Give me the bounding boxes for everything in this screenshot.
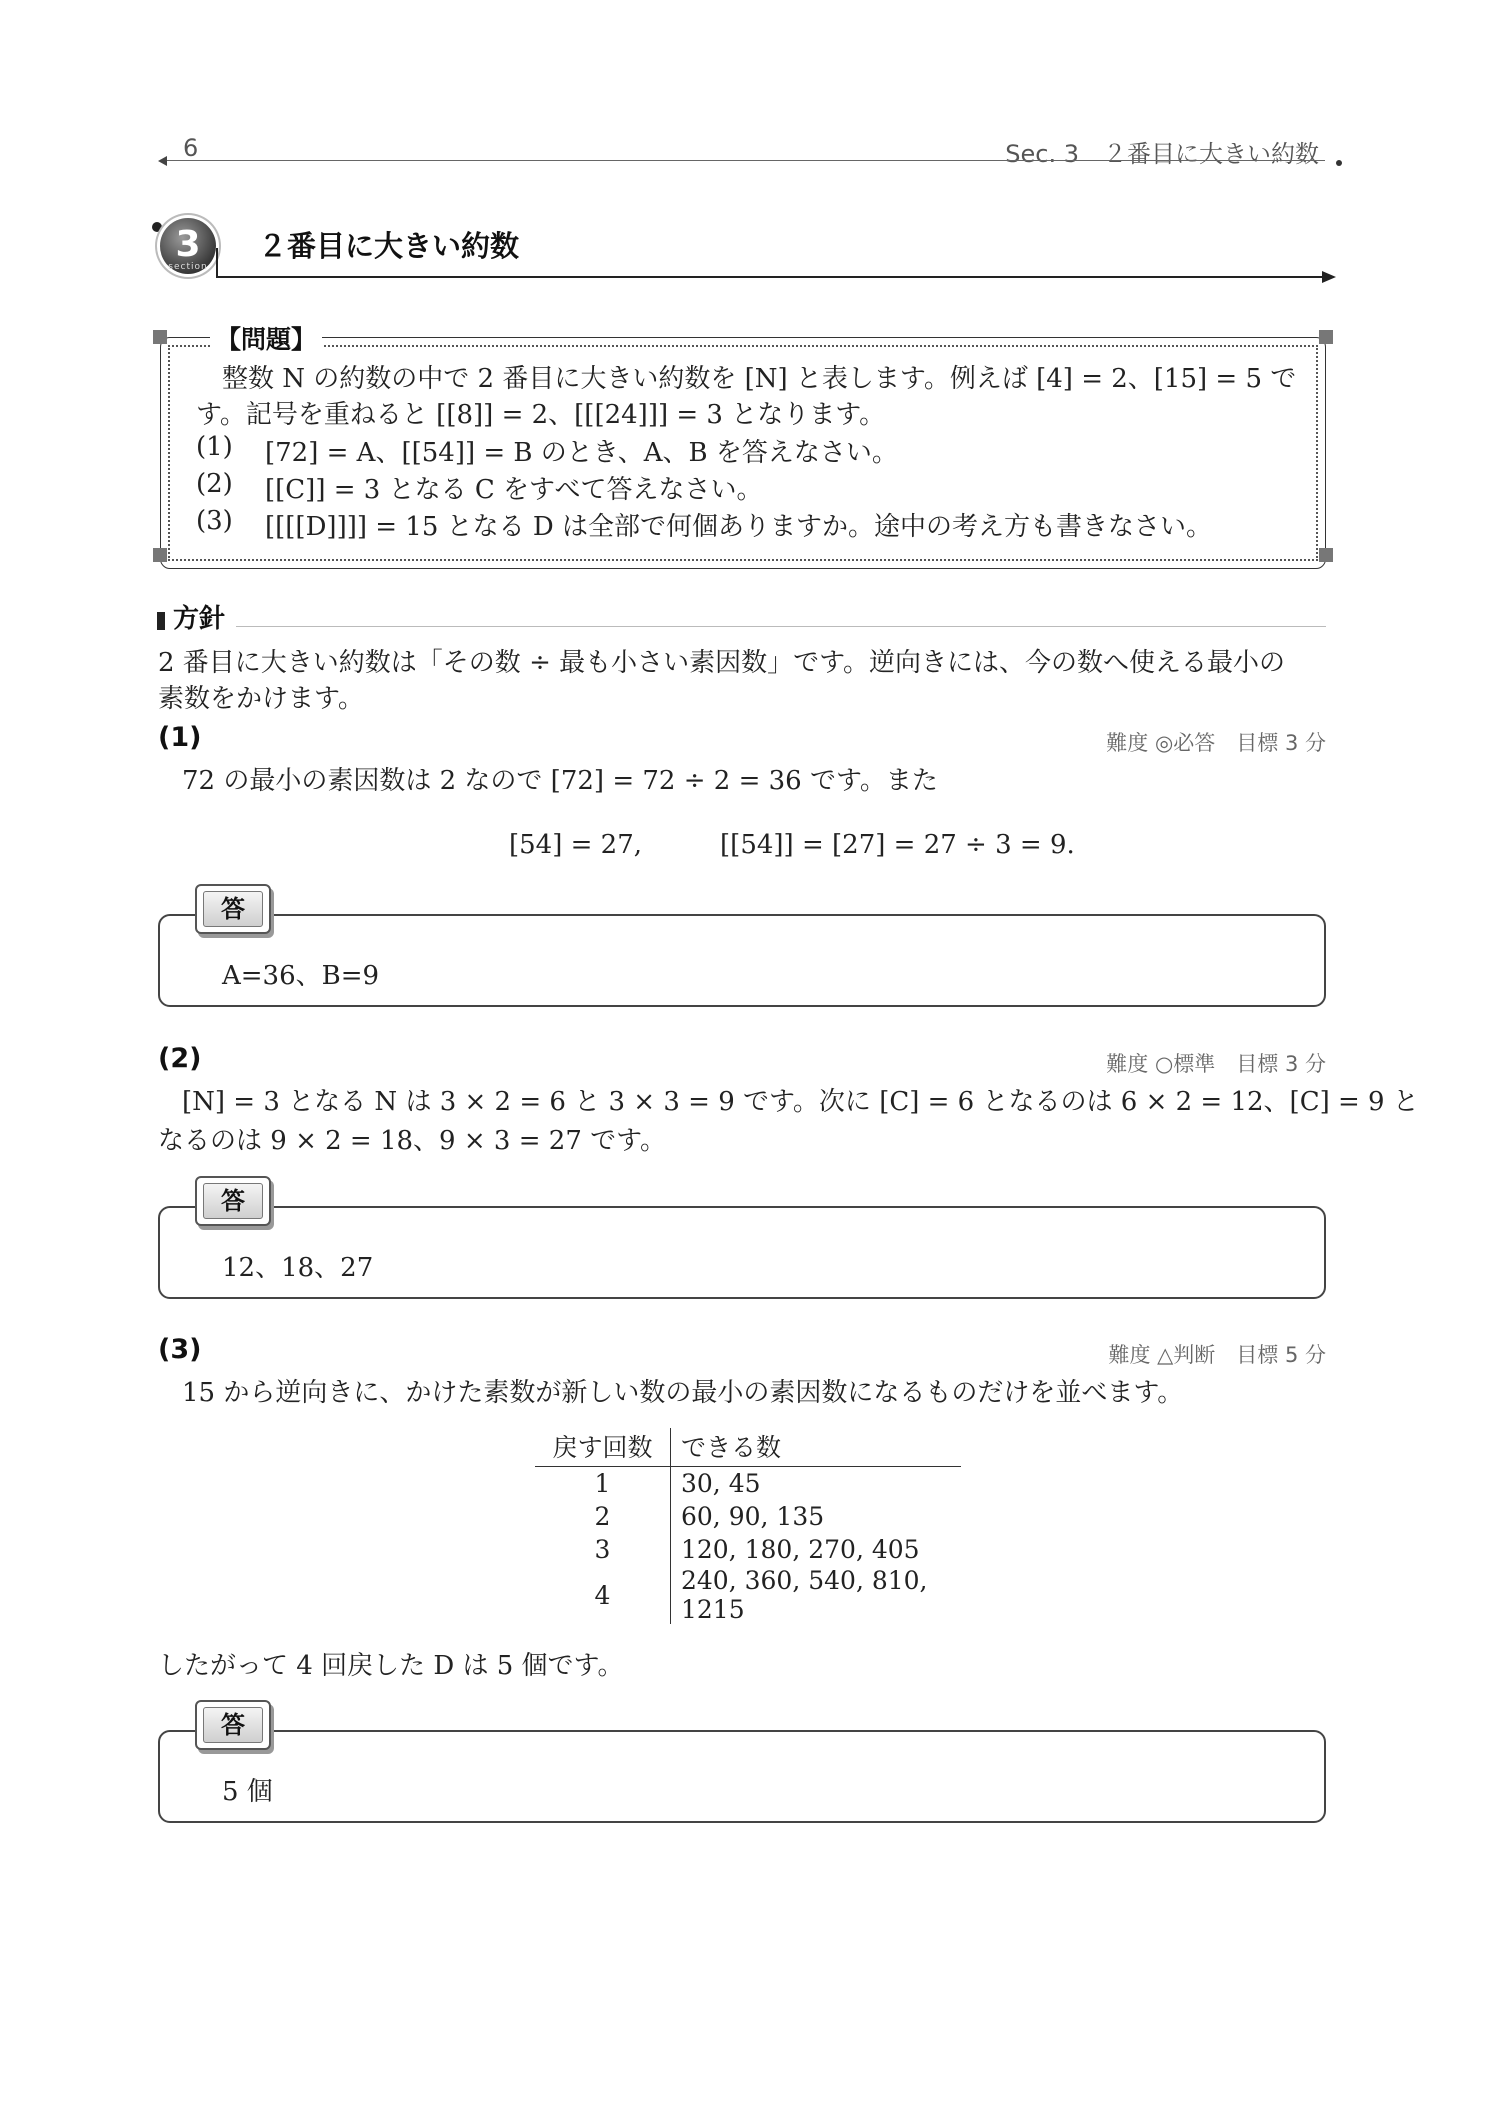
corner-ornament-icon	[153, 330, 167, 344]
problem-item-number: (2)	[196, 469, 233, 499]
answer-tab-label: 答	[203, 1707, 263, 1743]
problem-item-text: [72] = A、[[54]] = B のとき、A、B を答えなさい。	[265, 438, 898, 468]
answer-text: 12、18、27	[222, 1253, 374, 1283]
difficulty-info: 難度 △判断 目標 5 分	[1108, 1343, 1326, 1367]
solution-line: [N] = 3 となる N は 3 × 2 = 6 と 3 × 3 = 9 です。次に [C] = 6 となるのは 6 × 2 = 12、[C] = 9 と	[182, 1087, 1419, 1117]
table-cell: 1	[535, 1467, 671, 1501]
policy-heading-bar	[157, 612, 165, 630]
answer-tab-label: 答	[203, 1183, 263, 1219]
part-label: (2)	[158, 1043, 202, 1074]
corner-ornament-icon	[1319, 548, 1333, 562]
table-cell: 120, 180, 270, 405	[681, 1535, 920, 1564]
section-number: 3	[175, 224, 201, 265]
difficulty-info: 難度 ○標準 目標 3 分	[1106, 1052, 1326, 1076]
conclusion-line: したがって 4 回戻した D は 5 個です。	[158, 1651, 624, 1681]
section-arrow-icon	[1322, 271, 1336, 283]
header-rule	[160, 160, 1325, 161]
header-arrow-icon	[158, 156, 167, 166]
table-cell: 3	[535, 1533, 671, 1566]
solution-line: 72 の最小の素因数は 2 なので [72] = 72 ÷ 2 = 36 です。また	[182, 766, 938, 796]
table-header-cell: 戻す回数	[535, 1428, 671, 1467]
corner-ornament-icon	[1319, 330, 1333, 344]
section-badge-text: section	[168, 262, 208, 272]
table-header-cell: できる数	[671, 1428, 962, 1467]
section-title: ２番目に大きい約数	[258, 229, 520, 263]
policy-line: 素数をかけます。	[158, 684, 364, 714]
solution-line: なるのは 9 × 2 = 18、9 × 3 = 27 です。	[158, 1126, 667, 1156]
difficulty-info: 難度 ◎必答 目標 3 分	[1106, 731, 1326, 755]
table-cell: 60, 90, 135	[681, 1502, 825, 1531]
table-header-row	[535, 1428, 961, 1467]
answer-tab	[195, 1700, 271, 1750]
table-cell: 240, 360, 540, 810, 1215	[681, 1566, 928, 1624]
answer-box	[158, 1730, 1326, 1823]
policy-heading-rule	[236, 626, 1326, 627]
answer-text: 5 個	[222, 1777, 273, 1807]
problem-label: 【問題】	[210, 320, 322, 356]
problem-line: す。記号を重ねると [[8]] = 2、[[[24]]] = 3 となります。	[196, 400, 886, 430]
table-row	[535, 1467, 961, 1501]
page-number: 6	[183, 134, 199, 162]
table-cell: 2	[535, 1500, 671, 1533]
table-row	[535, 1566, 961, 1624]
answer-text: A=36、B=9	[222, 961, 380, 991]
problem-item-text: [[[[D]]]] = 15 となる D は全部で何個ありますか。途中の考え方も書きなさい。	[265, 512, 1213, 542]
table-cell: 30, 45	[681, 1469, 761, 1498]
table-row	[535, 1500, 961, 1533]
solution-line: 15 から逆向きに、かけた素数が新しい数の最小の素因数になるものだけを並べます。	[182, 1378, 1184, 1408]
answer-tab	[195, 1176, 271, 1226]
problem-item-number: (1)	[196, 432, 233, 462]
reverse-steps-table	[535, 1428, 961, 1624]
problem-item-text: [[C]] = 3 となる C をすべて答えなさい。	[265, 475, 763, 505]
header-dot-icon	[1336, 160, 1342, 166]
table-row	[535, 1533, 961, 1566]
running-head: Sec. 3 ２番目に大きい約数	[1005, 140, 1319, 168]
section-title-vertical-rule	[216, 248, 218, 278]
solution-equation: [54] = 27, [[54]] = [27] = 27 ÷ 3 = 9.	[509, 830, 1075, 860]
corner-ornament-icon	[153, 548, 167, 562]
answer-tab	[195, 884, 271, 934]
answer-tab-label: 答	[203, 891, 263, 927]
policy-line: 2 番目に大きい約数は「その数 ÷ 最も小さい素因数」です。逆向きには、今の数へ使える最小の	[158, 648, 1286, 678]
section-title-rule	[216, 276, 1326, 278]
problem-line: 整数 N の約数の中で 2 番目に大きい約数を [N] と表します。例えば [4] = 2、[15] = 5 で	[222, 364, 1297, 394]
part-label: (3)	[158, 1334, 202, 1365]
policy-heading: 方針	[173, 604, 226, 634]
problem-item-number: (3)	[196, 506, 233, 536]
part-label: (1)	[158, 722, 202, 753]
table-cell: 4	[535, 1566, 671, 1624]
